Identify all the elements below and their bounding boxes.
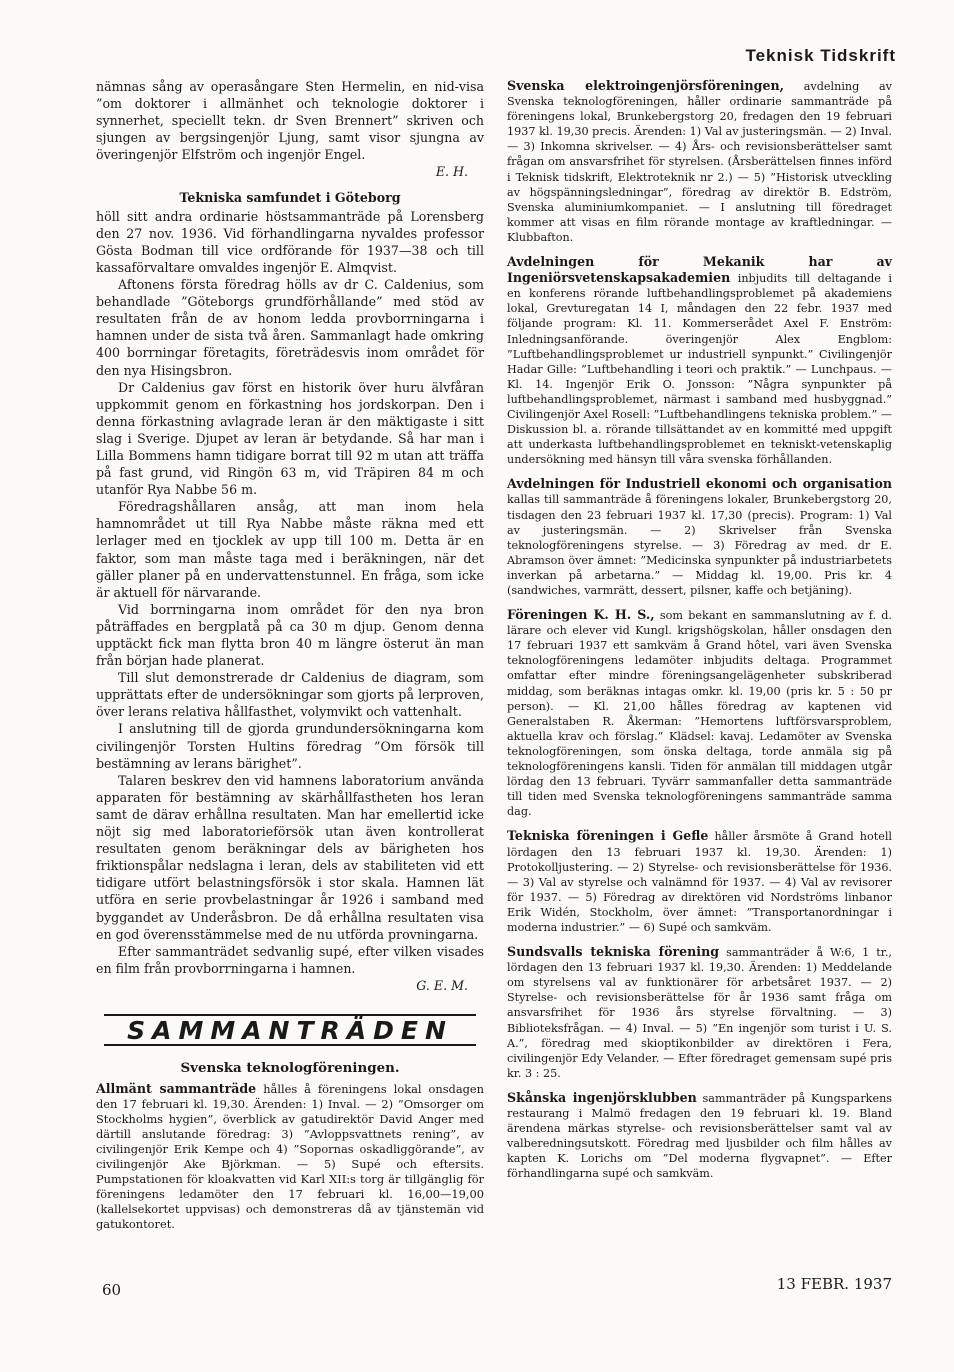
notice-body: inbjudits till deltagande i en konferens rörande luftbehandlingsproblemet på akademiens lokal, Grevturegatan 14 I, måndagen den 22 febr. 1937 med följande program: Kl. 11. Kommerserådet Axel F. Enström: Inledningsanförande. överingenjör Alex Engblom: ”Luftbehandlingsproblemet ur industriell synpunkt.” Civilingenjör Hadar Gille: ”Luftbehandling i teori och praktik.” — Lunchpaus. — Kl. 14. Ingenjör Erik O. Jonsson: ”Några synpunkter på luftbehandlingsproblemet, närmast i samband med husbyggnad.” Civilingenjör Axel Rosell: ”Luftbehandlingens tekniska problem.” — Diskussion bl. a. rörande tillsättandet av en kommitté med uppgift att underkasta luftbehandlingsproblemet en tekniskt-vetenskaplig undersökning med hänsyn till våra svenska förhållanden. bbox=[507, 272, 892, 467]
issue-date: 13 FEBR. 1937 bbox=[776, 1275, 892, 1293]
notice-body: som bekant en sammanslutning av f. d. lärare och elever vid Kungl. krigshögskolan, håller onsdagen den 17 februari 1937 ett samkväm å Grand hôtel, vari även Svenska teknologföreningens ledamöter inbjudits deltaga. Programmet omfattar efter mindre föreningsangelägenheter subskriberad middag, som beräknas intagas omkr. kl. 19,00 (pris kr. 5 : 50 pr person). — Kl. 21,00 hålles föredrag av kaptenen vid Generalstaben R. Åkerman: ”Hemortens luftförsvarsproblem, aktuella krav och förslag.” Klädsel: kavaj. Ledamöter av Svenska teknologföreningen, som önska deltaga, torde anmäla sig på teknologföreningens kansli. Tiden för anmälan till middagen utgår lördag den 13 februari. Tyvärr sammanfaller detta sammanträde till tiden med Svenska teknologföreningens sammanträde samma dag. bbox=[507, 609, 892, 819]
body-paragraph: Vid borrningarna inom området för den nya bron påträffades en bergplatå på ca 30 m djup. Genom denna upptäckt fick man flytta bron 40 m längre österut än man från början hade planerat. bbox=[96, 601, 484, 669]
notice-lead: Tekniska föreningen i Gefle bbox=[507, 828, 709, 844]
section-heading-tekniska-samfundet: Tekniska samfundet i Göteborg bbox=[179, 189, 401, 205]
notice-body: sammanträder å W:6, 1 tr., lördagen den 13 februari 1937 kl. 19,30. Ärenden: 1) Meddelande om styrelsens val av funktionärer för arbetsåret 1937. — 2) Styrelse- och revisionsberättelse för år 1936 samt fråga om ansvarsfrihet för 1936 års styrelse förvaltning. — 3) Biblioteksfrågan. — 4) Inval. — 5) ”En ingenjör som turist i U. S. A.”, föredrag med skioptikonbilder av direktören i Fera, civilingenjör Edy Velander. — Efter föredraget gemensam supé pris kr. 3 : 25. bbox=[507, 946, 892, 1080]
sammantraden-banner: SAMMANTRÄDEN bbox=[127, 1015, 453, 1045]
body-paragraph: Till slut demonstrerade dr Caldenius de diagram, som upprättats efter de undersökningar som gjorts på lerproven, över lerans relativa hållfasthet, volymvikt och vattenhalt. bbox=[96, 670, 484, 720]
page-number: 60 bbox=[102, 1281, 122, 1299]
body-paragraph: Föredragshållaren ansåg, att man inom hela hamnområdet ut till Rya Nabbe måste räkna med ett lerlager med en tjocklek av upp till 100 m. Detta är en faktor, som man måste taga med i beräkningen, när det gäller planer på en undervattenstunnel. En fråga, som icke är aktuell för närvarande. bbox=[96, 499, 484, 600]
sub-heading-teknologforeningen: Svenska teknologföreningen. bbox=[180, 1060, 400, 1077]
masthead-title: Teknisk Tidskrift bbox=[745, 46, 896, 65]
notice-lead: Föreningen K. H. S., bbox=[507, 607, 655, 623]
body-paragraph: I anslutning till de gjorda grundundersökningarna kom civilingenjör Torsten Hultins föredrag ”Om försök till bestämning av lerans bärighet”. bbox=[96, 721, 484, 771]
body-paragraph: Aftonens första föredrag hölls av dr C. Caldenius, som behandlade ”Göteborgs grundförhållande” med stöd av resultaten från de av honom ledda provborrningarna i hamnen under de sista två åren. Sammanlagt hade omkring 400 borrningar företagits, företrädesvis inom området för den nya Hisingsbron. bbox=[96, 277, 484, 378]
notice-industriell-ekonomi bbox=[507, 476, 892, 598]
notice-elektroingenjorsforeningen bbox=[507, 78, 892, 245]
body-paragraph: Dr Caldenius gav först en historik över huru älvfåran uppkommit genom en förkastning hos jordskorpan. Den i denna förkastning avlagrade leran är den mäktigaste i sitt slag i Sverige. Djupet av leran är betydande. Så har man i Lilla Bommens hamn tidigare borrat till 92 m utan att träffa på fast grund, vid Ringön 63 m, vid Träpiren 84 m och utanför Rya Nabbe 56 m. bbox=[96, 379, 484, 498]
body-paragraph: höll sitt andra ordinarie höstsammanträde på Lorensberg den 27 nov. 1936. Vid förhandlingarna nyvaldes professor Gösta Bodman till vice ordförande för 1937—38 och till kassaförvaltare omvaldes ingenjör E. Almqvist. bbox=[96, 208, 484, 275]
notice-lead: Svenska elektroingenjörsföreningen, bbox=[507, 78, 785, 93]
right-column bbox=[507, 78, 892, 1190]
notice-sundsvall bbox=[507, 944, 892, 1081]
allmant-sammantrade-lead: Allmänt sammanträde bbox=[96, 1081, 257, 1097]
notice-gefle bbox=[507, 828, 892, 935]
body-paragraph: Efter sammanträdet sedvanlig supé, efter vilken visades en film från provborrningarna i hamnen. bbox=[96, 943, 484, 976]
left-column bbox=[96, 78, 484, 1232]
notice-lead: Sundsvalls tekniska förening bbox=[507, 944, 720, 960]
notice-body: håller årsmöte å Grand hotell lördagen den 13 februari 1937 kl. 19,30. Ärenden: 1) Protokolljustering. — 2) Styrelse- och revisionsberättelse för 1936. — 3) Val av styrelse och valnämnd för 1937. — 4) Val av revisorer för 1937. — 5) Föredrag av direktören vid Nordströms linbanor Erik Widén, Stockholm, över ämnet: ”Transportanordningar i moderna industrier.” — 6) Supé och samkväm. bbox=[507, 830, 892, 934]
signature-gem: G. E. M. bbox=[416, 977, 468, 993]
allmant-sammantrade-body: hålles å föreningens lokal onsdagen den 17 februari kl. 19,30. Ärenden: 1) Inval. — 2) ”Omsorger om Stockholms hygien”, överblick av gatudirektör David Anger med därtill anslutande föredrag: 3) ”Avloppsvattnets rening”, av civilingenjör Erik Kempe och 4) ”Sopornas oskadliggörande”, av civilingenjör Ake Björkman. — 5) Supé och eftersits. Pumpstationen för kloakvatten vid Karl XII:s torg är tillgänglig för föreningens ledamöter den 17 februari kl. 16,00—19,00 (kallelsekortet uppvisas) och demonstreras då av tjänstemän vid gatukontoret. bbox=[96, 1082, 485, 1232]
notice-khs bbox=[507, 607, 892, 819]
notice-lead: Skånska ingenjörsklubben bbox=[507, 1089, 697, 1105]
notice-skanska bbox=[507, 1090, 892, 1182]
notice-lead: Avdelningen för Industriell ekonomi och organisation bbox=[507, 476, 892, 492]
notice-body: kallas till sammanträde å föreningens lokaler, Brunkebergstorg 20, tisdagen den 23 februari 1937 kl. 17,30 (precis). Program: 1) Val av justeringsmän. — 2) Skrivelser från Svenska teknologföreningens styrelse. — 3) Föredrag av med. dr E. Abramson över ämnet: ”Medicinska synpunkter på industriarbetets inverkan på arbetarna.” — Middag kl. 19,00. Pris kr. 4 (sandwiches, varmrätt, dessert, pilsner, kaffe och betjäning). bbox=[507, 493, 892, 597]
notice-body: sammanträder på Kungsparkens restaurang i Malmö fredagen den 19 februari kl. 19. Bland ärendena märkas styrelse- och revisionsberättelser samt val av valberedningsutskott. Föredrag med ljusbilder och film hålles av kapten K. Lorichs om ”Del moderna flygvapnet”. — Efter förhandlingarna supé och samkväm. bbox=[507, 1091, 893, 1181]
notice-body: avdelning av Svenska teknologföreningen, håller ordinarie sammanträde på föreningens lokal, Brunkebergstorg 20, fredagen den 19 februari 1937 kl. 19,30 precis. Ärenden: 1) Val av justeringsmän. — 2) Inval. — 3) Inkomna skrivelser. — 4) Års- och revisionsberättelser samt frågan om ansvarsfrihet för styrelsen. (Årsberättelsen finnes införd i Teknisk tidskrift, Elektroteknik nr 2.) — 5) ”Historisk utveckling av högspänningsledningar”, föredrag av direktör B. Edström, Svenska aluminiumkompaniet. — I anslutning till föredraget kommer att visas en film rörande montage av kraftledningar. — Klubbafton. bbox=[507, 80, 892, 244]
allmant-sammantrade-paragraph bbox=[96, 1081, 484, 1232]
body-paragraph: Talaren beskrev den vid hamnens laboratorium använda apparaten för bestämning av skärhållfastheten hos leran samt de därav erhållna resultaten. Man har emellertid icke nöjt sig med laboratorieförsök utan även kontrollerat resultaten genom beräkningar dels av bärigheten hos friktionspålar nedslagna i leran, dels av stabiliteten vid ett tidigare utfört belastningsförsök i stor skala. Hamnen lät utföra en serie provbelastningar år 1926 i samband med byggandet av Underåsbron. De då erhållna resultaten visa en god överensstämmelse med de nu utförda provningarna. bbox=[96, 772, 484, 942]
notice-mekanik bbox=[507, 254, 892, 467]
signature-eh: E. H. bbox=[435, 164, 468, 180]
notice-lead: Avdelningen för Mekanik har av Ingeniörsvetenskapsakademien bbox=[507, 254, 892, 286]
intro-paragraph: nämnas sång av operasångare Sten Hermelin, en nid-visa ”om doktorer i allmänhet och teknologie doktorer i synnerhet, speciellt tekn. dr Sven Brennert” skriven och sjungen av bergsingenjör Ljung, samt visor sjungna av överingenjör Elfström och ingenjör Engel. bbox=[96, 79, 484, 163]
